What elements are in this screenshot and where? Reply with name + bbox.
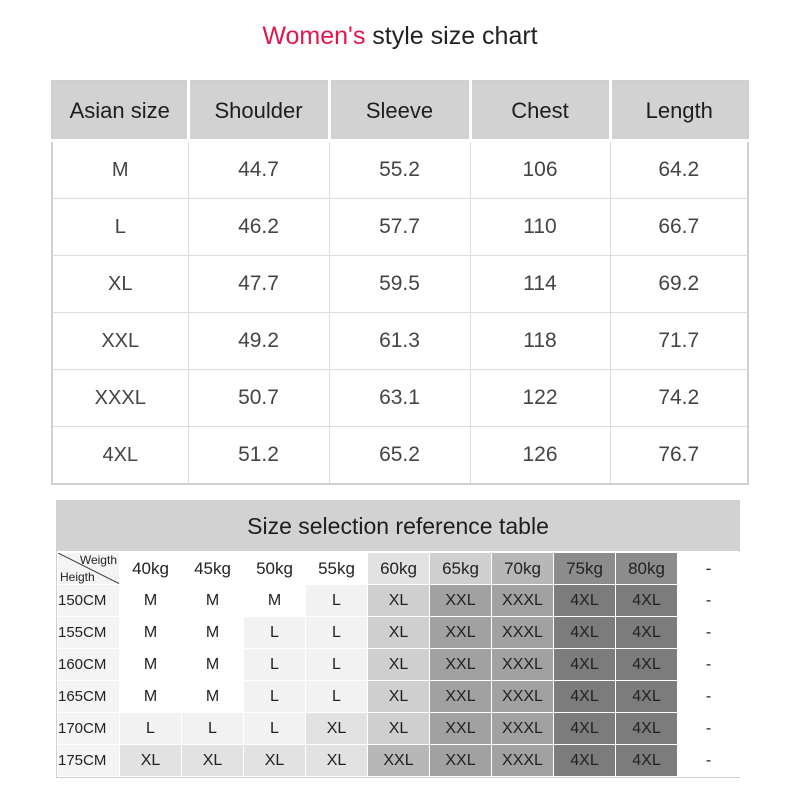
weight-header: - [678,553,740,585]
measure-cell: 76.7 [610,427,748,485]
size-cell: 4XL [616,745,678,777]
size-cell: 4XL [554,649,616,681]
size-cell: M [182,681,244,713]
size-cell: 4XL [554,681,616,713]
measure-cell: 63.1 [329,370,470,427]
column-header: Length [610,81,748,141]
column-header: Sleeve [329,81,470,141]
size-cell: M [120,681,182,713]
size-cell: L [120,713,182,745]
height-label: 170CM [58,713,120,745]
measure-cell: 61.3 [329,313,470,370]
size-label-cell: XXXL [52,370,188,427]
column-header: Asian size [52,81,188,141]
size-cell: 4XL [554,585,616,617]
size-chart-row [52,427,748,485]
size-cell: XXXL [492,617,554,649]
measure-cell: 71.7 [610,313,748,370]
title-rest: style size chart [365,22,538,50]
measure-cell: 66.7 [610,199,748,256]
measure-cell: 55.2 [329,141,470,199]
size-cell: XXXL [492,713,554,745]
height-label: 155CM [58,617,120,649]
measure-cell: 59.5 [329,256,470,313]
weight-header: 75kg [554,553,616,585]
size-label-cell: M [52,141,188,199]
measure-cell: 57.7 [329,199,470,256]
size-cell: - [678,745,740,777]
size-chart-header-row [52,81,748,141]
size-cell: - [678,617,740,649]
corner-diagonal [58,553,119,584]
size-cell: 4XL [554,745,616,777]
size-cell: XL [120,745,182,777]
size-cell: L [306,585,368,617]
measure-cell: 122 [470,370,610,427]
size-cell: M [182,617,244,649]
size-cell: XXXL [492,649,554,681]
size-chart-row [52,370,748,427]
measure-cell: 51.2 [188,427,329,485]
size-label-cell: 4XL [52,427,188,485]
weight-header: 50kg [244,553,306,585]
weight-header: 80kg [616,553,678,585]
size-cell: M [182,585,244,617]
corner-height-label: Heigth [60,570,95,584]
size-cell: 4XL [616,649,678,681]
size-cell: L [306,617,368,649]
size-label-cell: XXL [52,313,188,370]
height-label: 165CM [58,681,120,713]
measure-cell: 118 [470,313,610,370]
height-row [58,745,740,777]
size-cell: M [120,617,182,649]
column-header: Chest [470,81,610,141]
size-cell: XXL [430,649,492,681]
weight-header: 70kg [492,553,554,585]
height-row [58,681,740,713]
measure-cell: 64.2 [610,141,748,199]
size-label-cell: L [52,199,188,256]
measure-cell: 69.2 [610,256,748,313]
measure-cell: 74.2 [610,370,748,427]
title-accent: Women's [262,22,366,50]
size-cell: XXL [430,745,492,777]
measure-cell: 65.2 [329,427,470,485]
size-reference-table [56,500,740,778]
size-cell: XXXL [492,745,554,777]
size-cell: - [678,681,740,713]
measure-cell: 110 [470,199,610,256]
weight-header-row [58,553,740,585]
size-chart-table [51,80,749,485]
size-cell: XL [182,745,244,777]
size-cell: XXL [430,681,492,713]
size-cell: XL [306,713,368,745]
size-cell: XL [368,649,430,681]
measure-cell: 47.7 [188,256,329,313]
weight-header: 55kg [306,553,368,585]
size-cell: 4XL [616,713,678,745]
height-label: 150CM [58,585,120,617]
height-label: 175CM [58,745,120,777]
height-row [58,585,740,617]
measure-cell: 44.7 [188,141,329,199]
measure-cell: 46.2 [188,199,329,256]
measure-cell: 50.7 [188,370,329,427]
size-cell: XXXL [492,585,554,617]
size-cell: XXL [368,745,430,777]
size-cell: XXXL [492,681,554,713]
weight-header: 65kg [430,553,492,585]
size-cell: M [244,585,306,617]
height-row [58,617,740,649]
size-chart-row [52,199,748,256]
size-cell: L [244,617,306,649]
size-cell: XXL [430,617,492,649]
size-chart-row [52,313,748,370]
size-cell: M [120,649,182,681]
size-cell: XL [306,745,368,777]
reference-grid [57,552,740,777]
size-cell: XXL [430,713,492,745]
reference-table-title: Size selection reference table [57,501,739,552]
weight-header: 40kg [120,553,182,585]
size-cell: 4XL [554,617,616,649]
size-cell: XL [368,681,430,713]
page-title [0,22,800,51]
size-cell: M [120,585,182,617]
size-cell: L [306,681,368,713]
size-cell: M [182,649,244,681]
size-cell: L [244,713,306,745]
weight-header: 45kg [182,553,244,585]
size-cell: XL [244,745,306,777]
size-cell: L [244,681,306,713]
size-cell: 4XL [616,681,678,713]
height-row [58,649,740,681]
weight-header: 60kg [368,553,430,585]
size-cell: - [678,713,740,745]
size-cell: L [182,713,244,745]
size-chart-row [52,256,748,313]
size-cell: 4XL [616,617,678,649]
size-chart-row [52,141,748,199]
size-cell: - [678,649,740,681]
size-cell: XL [368,617,430,649]
size-cell: - [678,585,740,617]
size-cell: XXL [430,585,492,617]
height-row [58,713,740,745]
corner-cell [58,553,120,585]
corner-weight-label: Weigth [79,553,117,567]
size-cell: 4XL [554,713,616,745]
size-cell: XL [368,713,430,745]
measure-cell: 114 [470,256,610,313]
measure-cell: 49.2 [188,313,329,370]
size-cell: 4XL [616,585,678,617]
measure-cell: 126 [470,427,610,485]
measure-cell: 106 [470,141,610,199]
size-cell: L [306,649,368,681]
size-cell: XL [368,585,430,617]
column-header: Shoulder [188,81,329,141]
size-label-cell: XL [52,256,188,313]
height-label: 160CM [58,649,120,681]
size-cell: L [244,649,306,681]
